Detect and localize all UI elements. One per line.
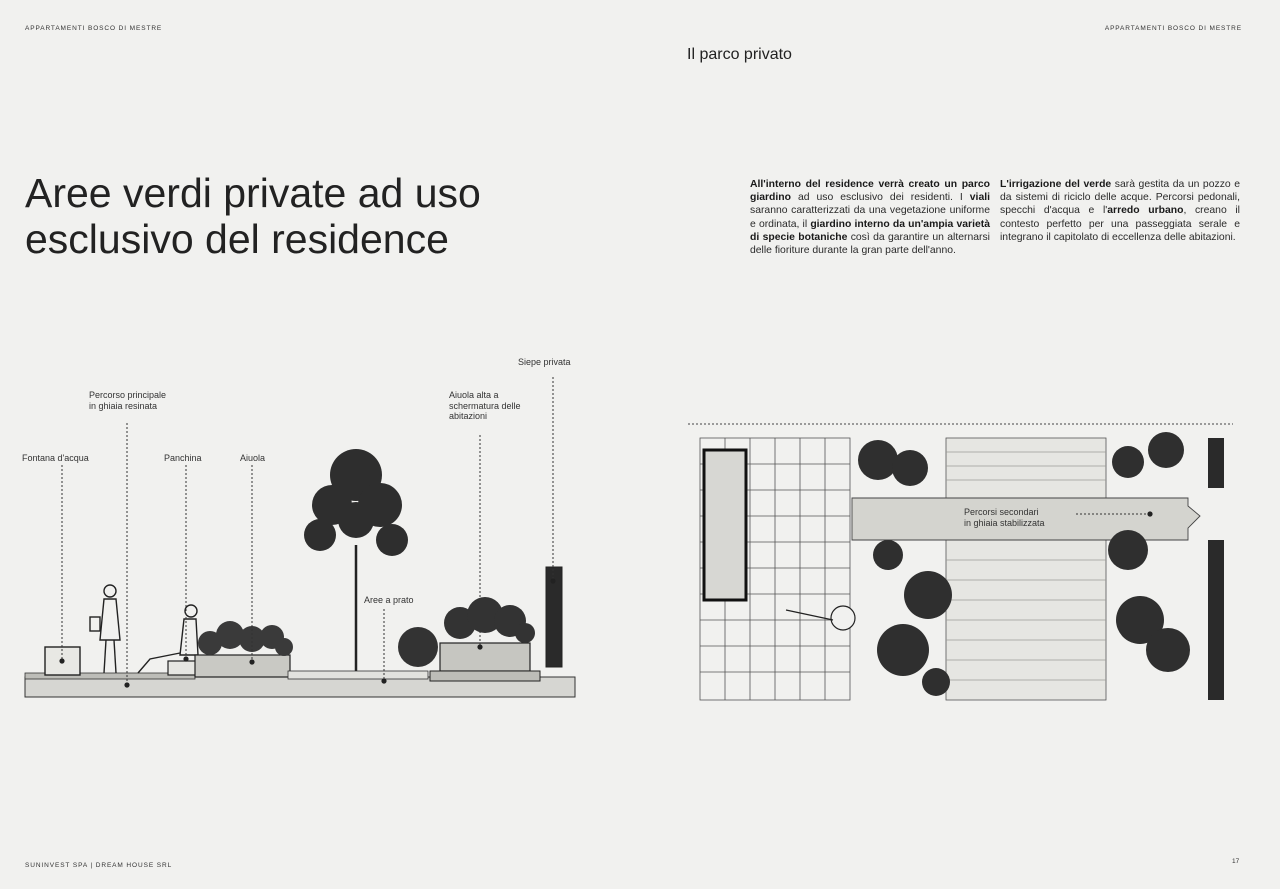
- emphasis: arredo urbano: [1107, 205, 1184, 217]
- bench-icon: [168, 661, 196, 675]
- emphasis: All'interno del residence verrà creato un parco giardino: [750, 179, 990, 204]
- plan-bench-person-icon: [786, 606, 855, 630]
- shrubs: [198, 621, 293, 656]
- text-run: ad uso esclusivo dei residenti. I: [790, 192, 970, 204]
- body-text-column-1: [750, 178, 990, 257]
- emphasis: giardino interno da un'ampia varietà di specie botaniche: [750, 218, 990, 243]
- label-percorsi-secondari: Percorsi secondari in ghiaia stabilizzata: [964, 507, 1045, 528]
- label-siepe: Siepe privata: [518, 357, 571, 367]
- lawn-strip: [288, 671, 428, 679]
- plan-leader-dot: [1147, 511, 1152, 516]
- label-percorso-principale: Percorso principale in ghiaia resinata: [89, 390, 167, 411]
- page-title-line-2: esclusivo del residence: [25, 216, 449, 262]
- running-head-left: APPARTAMENTI BOSCO DI MESTRE: [25, 25, 163, 32]
- page-number: 17: [1232, 858, 1240, 865]
- label-panchina: Panchina: [164, 453, 202, 463]
- body-text-column-2: [1000, 178, 1240, 244]
- hedge-upper: [1208, 438, 1224, 488]
- text-run: sarà gestita da un pozzo e da sistemi di riciclo delle acque. Percorsi pedonali, specchi d'acqua e l': [1000, 179, 1240, 217]
- text-run: , creano il contesto perfetto per una passeggiata serale e integrano il capitolato di eccellenza delle abitazioni.: [1000, 205, 1240, 243]
- garden-plan-illustration: [688, 420, 1233, 705]
- label-aree-prato: Aree a prato: [364, 595, 414, 605]
- high-planter: [440, 643, 530, 671]
- planter: [195, 655, 290, 677]
- emphasis: viali: [969, 192, 990, 204]
- section-title: Il parco privato: [687, 46, 792, 63]
- running-head-right: APPARTAMENTI BOSCO DI MESTRE: [1104, 25, 1242, 32]
- page-title-line-1: Aree verdi private ad uso: [25, 170, 481, 216]
- page-title: [25, 170, 585, 262]
- text-run: saranno caratterizzati da una vegetazione uniforme e ordinata, il: [750, 205, 990, 230]
- footer-credits: SUNINVEST SPA | DREAM HOUSE SRL: [25, 862, 173, 869]
- planter-base: [430, 671, 540, 681]
- text-run: così da garantire un alternarsi delle fioriture durante la gran parte dell'anno.: [750, 231, 990, 257]
- label-aiuola-alta: Aiuola alta a schermatura delle abitazioni: [449, 390, 521, 421]
- tree-icon: [304, 449, 408, 675]
- label-aiuola: Aiuola: [240, 453, 266, 463]
- label-fontana: Fontana d'acqua: [22, 453, 89, 463]
- lawn-upper: [946, 438, 1106, 498]
- emphasis: L'irrigazione del verde: [1000, 179, 1112, 190]
- water-channel: [704, 450, 746, 600]
- hedge-lower: [1208, 540, 1224, 700]
- standing-person-icon: [90, 585, 120, 673]
